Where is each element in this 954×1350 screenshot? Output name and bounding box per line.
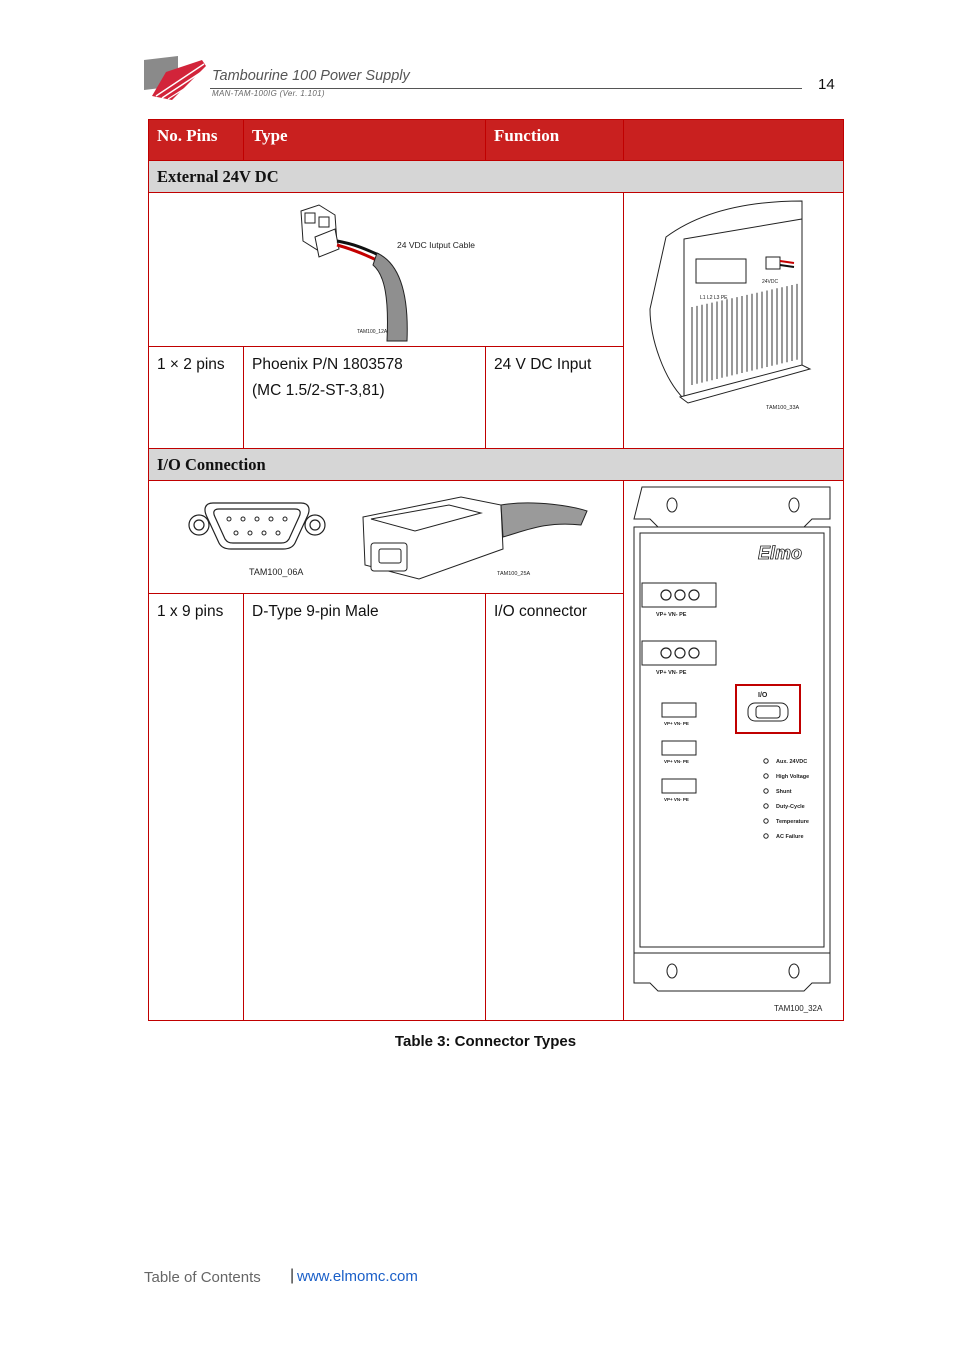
type-line-1: Phoenix P/N 1803578 [252, 356, 403, 373]
svg-text:TAM100_06A: TAM100_06A [249, 567, 304, 577]
supply-side-image-cell [624, 193, 844, 449]
status-led [764, 759, 768, 763]
image-row-24vdc [149, 193, 844, 347]
section-row-io [149, 449, 844, 481]
supply-front-image-cell [624, 481, 844, 1021]
connector-types-table [148, 119, 844, 1021]
col-header-type: Type [244, 120, 486, 161]
svg-text:24VDC: 24VDC [762, 279, 779, 285]
page-number: 14 [818, 76, 835, 93]
svg-text:VP+ VN- PE: VP+ VN- PE [664, 721, 689, 726]
status-led-label: AC Failure [776, 834, 804, 840]
dtype-connector-illustration [185, 495, 595, 591]
type-cell: D-Type 9-pin Male [244, 594, 486, 1021]
image-row-io [149, 481, 844, 594]
section-title: External 24V DC [149, 161, 844, 193]
function-cell: I/O connector [486, 594, 624, 1021]
pins-cell: 1 x 9 pins [149, 594, 244, 1021]
svg-text:TAM100_32A: TAM100_32A [774, 1004, 823, 1013]
dc-cable-illustration [289, 203, 489, 343]
svg-text:24 VDC Iutput Cable: 24 VDC Iutput Cable [397, 240, 475, 250]
footer-separator: | [290, 1267, 295, 1284]
col-header-image [624, 120, 844, 161]
table-caption: Table 3: Connector Types [394, 1033, 577, 1050]
svg-text:I/O: I/O [758, 692, 768, 699]
status-led-label: High Voltage [776, 774, 810, 780]
svg-text:TAM100_33A: TAM100_33A [766, 405, 800, 411]
section-title: I/O Connection [149, 449, 844, 481]
status-led [764, 789, 768, 793]
status-led-label: Temperature [776, 819, 809, 825]
table-header-row [149, 120, 844, 161]
svg-text:L1 L2 L3 PE: L1 L2 L3 PE [700, 295, 728, 301]
svg-text:VP+ VN- PE: VP+ VN- PE [656, 612, 687, 618]
type-line-2: (MC 1.5/2-ST-3,81) [252, 382, 385, 399]
type-cell [244, 347, 486, 449]
cable-image-cell [149, 193, 624, 347]
function-cell: 24 V DC Input [486, 347, 624, 449]
status-led-label: Duty-Cycle [776, 804, 805, 810]
status-led-label: Aux. 24VDC [776, 759, 808, 765]
document-title: Tambourine 100 Power Supply [212, 68, 410, 84]
status-led [764, 834, 768, 838]
svg-text:Elmo: Elmo [758, 543, 803, 563]
col-header-pins: No. Pins [149, 120, 244, 161]
pins-cell: 1 × 2 pins [149, 347, 244, 449]
svg-text:VP+ VN- PE: VP+ VN- PE [656, 670, 687, 676]
col-header-function: Function [486, 120, 624, 161]
section-row-24vdc [149, 161, 844, 193]
document-version: MAN-TAM-100IG (Ver. 1.101) [212, 89, 325, 98]
status-led [764, 804, 768, 808]
status-led-label: Shunt [776, 789, 792, 795]
company-logo [142, 56, 208, 100]
footer-website-link[interactable]: www.elmomc.com [297, 1268, 418, 1285]
power-supply-front-illustration [632, 485, 838, 1021]
svg-text:TAM100_25A: TAM100_25A [497, 571, 531, 577]
status-led [764, 774, 768, 778]
svg-text:VP+ VN- PE: VP+ VN- PE [664, 797, 689, 802]
svg-text:VP+ VN- PE: VP+ VN- PE [664, 759, 689, 764]
power-supply-side-illustration [644, 199, 834, 413]
dtype-image-cell [149, 481, 624, 594]
svg-text:TAM100_12A: TAM100_12A [357, 329, 388, 335]
status-led [764, 819, 768, 823]
footer-toc-link[interactable]: Table of Contents [144, 1269, 261, 1286]
